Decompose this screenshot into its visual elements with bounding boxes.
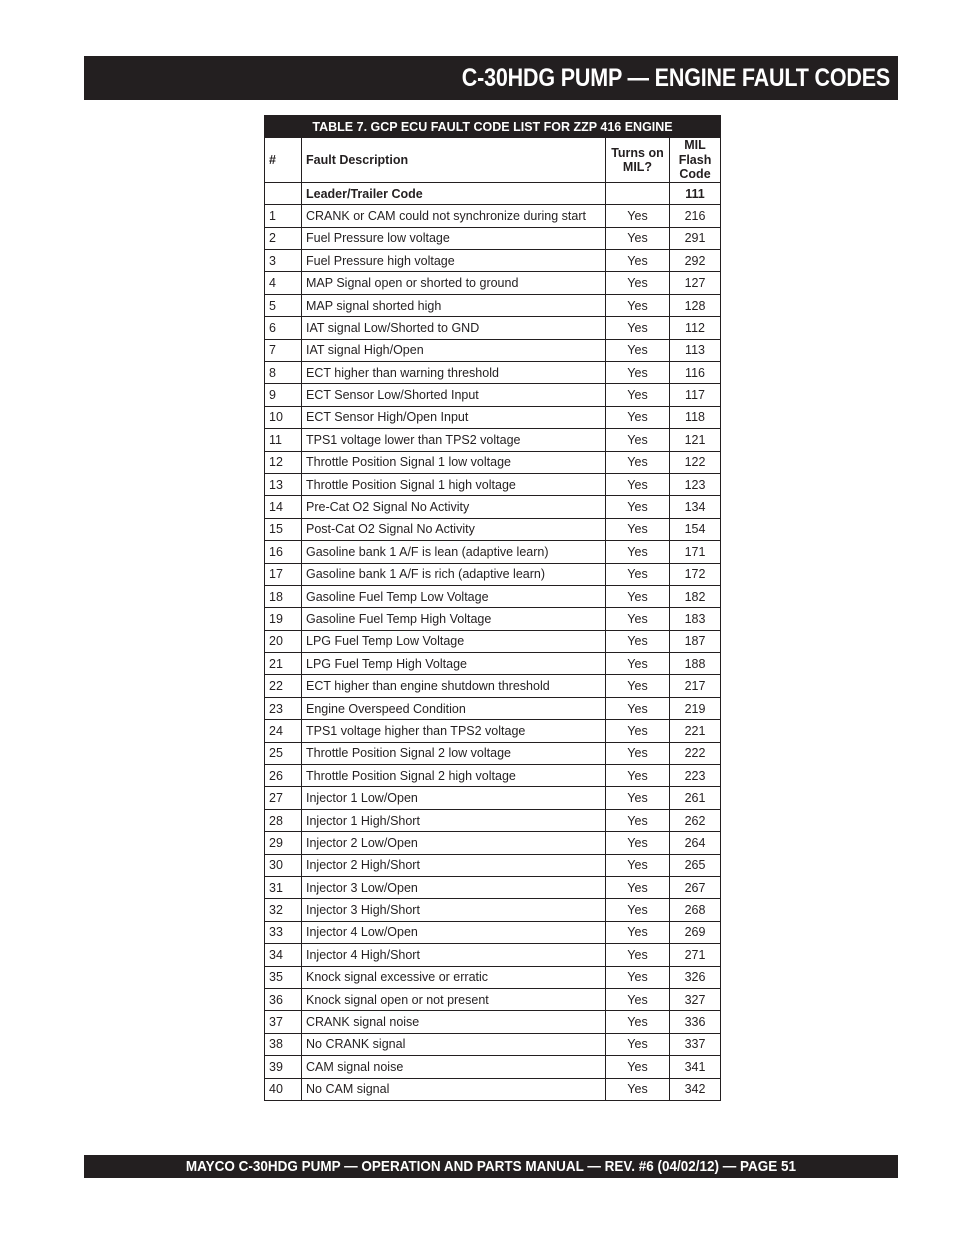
table-row (265, 765, 721, 787)
page-footer: MAYCO C-30HDG PUMP — OPERATION AND PARTS MANUAL — REV. #6 (04/02/12) — PAGE 51 (185, 1158, 797, 1175)
table-row (265, 832, 721, 854)
mil-flash-code-cell: 265 (670, 854, 721, 876)
turns-on-mil-cell: Yes (606, 227, 670, 249)
fault-description-cell: Injector 4 Low/Open (302, 921, 606, 943)
table-row (265, 675, 721, 697)
fault-description-cell: CRANK or CAM could not synchronize during start (302, 205, 606, 227)
table-row (265, 742, 721, 764)
leader-trailer-row (265, 182, 721, 204)
fault-description-cell: Gasoline Fuel Temp High Voltage (302, 608, 606, 630)
fault-number-cell: 9 (265, 384, 302, 406)
mil-flash-code-cell: 134 (670, 496, 721, 518)
table-row (265, 899, 721, 921)
table-row (265, 339, 721, 361)
fault-description-cell: Injector 1 High/Short (302, 809, 606, 831)
table-row (265, 877, 721, 899)
fault-number-cell: 14 (265, 496, 302, 518)
table-row (265, 384, 721, 406)
turns-on-mil-cell: Yes (606, 339, 670, 361)
mil-flash-code-cell: 291 (670, 227, 721, 249)
table-row (265, 585, 721, 607)
mil-flash-code-cell: 262 (670, 809, 721, 831)
mil-flash-code-cell: 217 (670, 675, 721, 697)
fault-description-cell: Gasoline bank 1 A/F is rich (adaptive learn) (302, 563, 606, 585)
fault-number-cell: 35 (265, 966, 302, 988)
fault-number-cell: 2 (265, 227, 302, 249)
mil-flash-code-cell: 267 (670, 877, 721, 899)
turns-on-mil-cell: Yes (606, 720, 670, 742)
turns-on-mil-cell: Yes (606, 205, 670, 227)
mil-flash-code-cell: 336 (670, 1011, 721, 1033)
mil-flash-code-cell: 327 (670, 988, 721, 1010)
mil-flash-code-cell: 122 (670, 451, 721, 473)
mil-flash-code-cell: 112 (670, 317, 721, 339)
fault-description-cell: No CRANK signal (302, 1033, 606, 1055)
table-row (265, 966, 721, 988)
table-row (265, 541, 721, 563)
fault-description-cell: Engine Overspeed Condition (302, 697, 606, 719)
leader-mil-cell (606, 182, 670, 204)
fault-description-cell: Injector 2 Low/Open (302, 832, 606, 854)
fault-number-cell: 26 (265, 765, 302, 787)
mil-flash-code-cell: 269 (670, 921, 721, 943)
fault-description-cell: Post-Cat O2 Signal No Activity (302, 518, 606, 540)
fault-number-cell: 24 (265, 720, 302, 742)
fault-description-cell: Throttle Position Signal 1 high voltage (302, 473, 606, 495)
fault-description-cell: ECT Sensor High/Open Input (302, 406, 606, 428)
column-header-fault-description: Fault Description (302, 138, 606, 183)
table-caption: TABLE 7. GCP ECU FAULT CODE LIST FOR ZZP 416 ENGINE (265, 116, 721, 138)
column-header-number: # (265, 138, 302, 183)
fault-number-cell: 5 (265, 294, 302, 316)
table-row (265, 697, 721, 719)
table-row (265, 1011, 721, 1033)
turns-on-mil-cell: Yes (606, 988, 670, 1010)
fault-number-cell: 6 (265, 317, 302, 339)
fault-description-cell: Injector 1 Low/Open (302, 787, 606, 809)
mil-flash-code-cell: 154 (670, 518, 721, 540)
mil-flash-code-cell: 223 (670, 765, 721, 787)
turns-on-mil-cell: Yes (606, 541, 670, 563)
table-row (265, 205, 721, 227)
mil-flash-code-cell: 187 (670, 630, 721, 652)
mil-flash-code-cell: 183 (670, 608, 721, 630)
fault-description-cell: Injector 2 High/Short (302, 854, 606, 876)
fault-description-cell: MAP signal shorted high (302, 294, 606, 316)
fault-number-cell: 19 (265, 608, 302, 630)
page-footer-bar (84, 1155, 898, 1178)
fault-description-cell: ECT Sensor Low/Shorted Input (302, 384, 606, 406)
mil-flash-code-cell: 117 (670, 384, 721, 406)
table-row (265, 1078, 721, 1100)
fault-description-cell: Throttle Position Signal 1 low voltage (302, 451, 606, 473)
fault-number-cell: 18 (265, 585, 302, 607)
turns-on-mil-cell: Yes (606, 765, 670, 787)
fault-description-cell: Knock signal excessive or erratic (302, 966, 606, 988)
turns-on-mil-cell: Yes (606, 518, 670, 540)
table-header-row (265, 138, 721, 183)
fault-description-cell: ECT higher than warning threshold (302, 362, 606, 384)
turns-on-mil-cell: Yes (606, 1056, 670, 1078)
leader-description-cell: Leader/Trailer Code (302, 182, 606, 204)
mil-flash-code-cell: 326 (670, 966, 721, 988)
table-row (265, 653, 721, 675)
turns-on-mil-cell: Yes (606, 675, 670, 697)
turns-on-mil-cell: Yes (606, 899, 670, 921)
fault-number-cell: 31 (265, 877, 302, 899)
table-row (265, 630, 721, 652)
table-row (265, 294, 721, 316)
mil-flash-code-cell: 292 (670, 250, 721, 272)
fault-code-table (264, 115, 721, 1101)
table-row (265, 1033, 721, 1055)
table-row (265, 988, 721, 1010)
fault-description-cell: Gasoline bank 1 A/F is lean (adaptive learn) (302, 541, 606, 563)
mil-flash-code-cell: 271 (670, 944, 721, 966)
fault-description-cell: Injector 4 High/Short (302, 944, 606, 966)
turns-on-mil-cell: Yes (606, 877, 670, 899)
mil-flash-code-cell: 261 (670, 787, 721, 809)
fault-number-cell: 32 (265, 899, 302, 921)
mil-flash-code-cell: 341 (670, 1056, 721, 1078)
turns-on-mil-cell: Yes (606, 787, 670, 809)
table-row (265, 1056, 721, 1078)
page-title-bar (84, 56, 898, 100)
turns-on-mil-cell: Yes (606, 473, 670, 495)
turns-on-mil-cell: Yes (606, 742, 670, 764)
fault-description-cell: Fuel Pressure high voltage (302, 250, 606, 272)
turns-on-mil-cell: Yes (606, 294, 670, 316)
fault-description-cell: Gasoline Fuel Temp Low Voltage (302, 585, 606, 607)
leader-code-cell: 111 (670, 182, 721, 204)
fault-code-table-container (264, 115, 720, 1101)
fault-description-cell: ECT higher than engine shutdown threshold (302, 675, 606, 697)
fault-description-cell: Throttle Position Signal 2 high voltage (302, 765, 606, 787)
fault-number-cell: 17 (265, 563, 302, 585)
table-row (265, 854, 721, 876)
column-header-turns-on-mil: Turns on MIL? (606, 138, 670, 183)
table-row (265, 944, 721, 966)
mil-flash-code-cell: 337 (670, 1033, 721, 1055)
fault-description-cell: TPS1 voltage lower than TPS2 voltage (302, 429, 606, 451)
fault-description-cell: CRANK signal noise (302, 1011, 606, 1033)
mil-flash-code-cell: 268 (670, 899, 721, 921)
turns-on-mil-cell: Yes (606, 496, 670, 518)
mil-flash-code-cell: 188 (670, 653, 721, 675)
turns-on-mil-cell: Yes (606, 1011, 670, 1033)
mil-flash-code-cell: 116 (670, 362, 721, 384)
turns-on-mil-cell: Yes (606, 1033, 670, 1055)
mil-flash-code-cell: 182 (670, 585, 721, 607)
fault-number-cell: 12 (265, 451, 302, 473)
turns-on-mil-cell: Yes (606, 272, 670, 294)
page-title: C-30HDG PUMP — ENGINE FAULT CODES (461, 63, 890, 92)
fault-description-cell: Injector 3 Low/Open (302, 877, 606, 899)
turns-on-mil-cell: Yes (606, 585, 670, 607)
fault-description-cell: IAT signal Low/Shorted to GND (302, 317, 606, 339)
table-row (265, 787, 721, 809)
fault-description-cell: Throttle Position Signal 2 low voltage (302, 742, 606, 764)
fault-number-cell: 38 (265, 1033, 302, 1055)
turns-on-mil-cell: Yes (606, 809, 670, 831)
table-row (265, 809, 721, 831)
mil-flash-code-cell: 171 (670, 541, 721, 563)
turns-on-mil-cell: Yes (606, 653, 670, 675)
mil-flash-code-cell: 342 (670, 1078, 721, 1100)
column-header-mil-flash-code: MIL Flash Code (670, 138, 721, 183)
mil-flash-code-cell: 128 (670, 294, 721, 316)
table-row (265, 406, 721, 428)
fault-description-cell: IAT signal High/Open (302, 339, 606, 361)
mil-flash-code-cell: 172 (670, 563, 721, 585)
fault-description-cell: MAP Signal open or shorted to ground (302, 272, 606, 294)
fault-number-cell: 40 (265, 1078, 302, 1100)
turns-on-mil-cell: Yes (606, 317, 670, 339)
turns-on-mil-cell: Yes (606, 384, 670, 406)
fault-number-cell: 21 (265, 653, 302, 675)
fault-number-cell: 37 (265, 1011, 302, 1033)
table-row (265, 227, 721, 249)
mil-flash-code-cell: 127 (670, 272, 721, 294)
table-row (265, 720, 721, 742)
mil-flash-code-cell: 222 (670, 742, 721, 764)
table-row (265, 429, 721, 451)
fault-description-cell: LPG Fuel Temp High Voltage (302, 653, 606, 675)
fault-number-cell: 20 (265, 630, 302, 652)
turns-on-mil-cell: Yes (606, 362, 670, 384)
turns-on-mil-cell: Yes (606, 921, 670, 943)
table-caption-row (265, 116, 721, 138)
mil-flash-code-cell: 221 (670, 720, 721, 742)
fault-number-cell: 34 (265, 944, 302, 966)
mil-flash-code-cell: 219 (670, 697, 721, 719)
turns-on-mil-cell: Yes (606, 1078, 670, 1100)
table-row (265, 362, 721, 384)
turns-on-mil-cell: Yes (606, 563, 670, 585)
mil-flash-code-cell: 118 (670, 406, 721, 428)
fault-number-cell: 13 (265, 473, 302, 495)
fault-number-cell: 15 (265, 518, 302, 540)
fault-number-cell: 23 (265, 697, 302, 719)
fault-number-cell: 3 (265, 250, 302, 272)
fault-description-cell: CAM signal noise (302, 1056, 606, 1078)
fault-number-cell: 29 (265, 832, 302, 854)
fault-description-cell: Knock signal open or not present (302, 988, 606, 1010)
fault-number-cell: 16 (265, 541, 302, 563)
fault-number-cell: 10 (265, 406, 302, 428)
mil-flash-code-cell: 216 (670, 205, 721, 227)
fault-description-cell: TPS1 voltage higher than TPS2 voltage (302, 720, 606, 742)
fault-number-cell: 39 (265, 1056, 302, 1078)
fault-number-cell: 27 (265, 787, 302, 809)
fault-number-cell: 36 (265, 988, 302, 1010)
table-row (265, 608, 721, 630)
turns-on-mil-cell: Yes (606, 406, 670, 428)
fault-number-cell: 28 (265, 809, 302, 831)
turns-on-mil-cell: Yes (606, 832, 670, 854)
turns-on-mil-cell: Yes (606, 608, 670, 630)
turns-on-mil-cell: Yes (606, 630, 670, 652)
table-row (265, 518, 721, 540)
fault-number-cell: 8 (265, 362, 302, 384)
fault-number-cell: 22 (265, 675, 302, 697)
turns-on-mil-cell: Yes (606, 250, 670, 272)
fault-number-cell: 11 (265, 429, 302, 451)
turns-on-mil-cell: Yes (606, 429, 670, 451)
fault-number-cell: 4 (265, 272, 302, 294)
fault-number-cell: 25 (265, 742, 302, 764)
table-row (265, 473, 721, 495)
turns-on-mil-cell: Yes (606, 854, 670, 876)
table-row (265, 272, 721, 294)
fault-description-cell: LPG Fuel Temp Low Voltage (302, 630, 606, 652)
table-row (265, 451, 721, 473)
turns-on-mil-cell: Yes (606, 944, 670, 966)
fault-number-cell: 33 (265, 921, 302, 943)
fault-number-cell: 30 (265, 854, 302, 876)
mil-flash-code-cell: 121 (670, 429, 721, 451)
leader-number-cell (265, 182, 302, 204)
mil-flash-code-cell: 123 (670, 473, 721, 495)
table-row (265, 496, 721, 518)
mil-flash-code-cell: 264 (670, 832, 721, 854)
table-row (265, 563, 721, 585)
mil-flash-code-cell: 113 (670, 339, 721, 361)
fault-number-cell: 1 (265, 205, 302, 227)
table-row (265, 317, 721, 339)
table-row (265, 921, 721, 943)
turns-on-mil-cell: Yes (606, 697, 670, 719)
turns-on-mil-cell: Yes (606, 451, 670, 473)
fault-description-cell: Pre-Cat O2 Signal No Activity (302, 496, 606, 518)
fault-description-cell: No CAM signal (302, 1078, 606, 1100)
fault-description-cell: Injector 3 High/Short (302, 899, 606, 921)
turns-on-mil-cell: Yes (606, 966, 670, 988)
table-row (265, 250, 721, 272)
fault-description-cell: Fuel Pressure low voltage (302, 227, 606, 249)
fault-number-cell: 7 (265, 339, 302, 361)
